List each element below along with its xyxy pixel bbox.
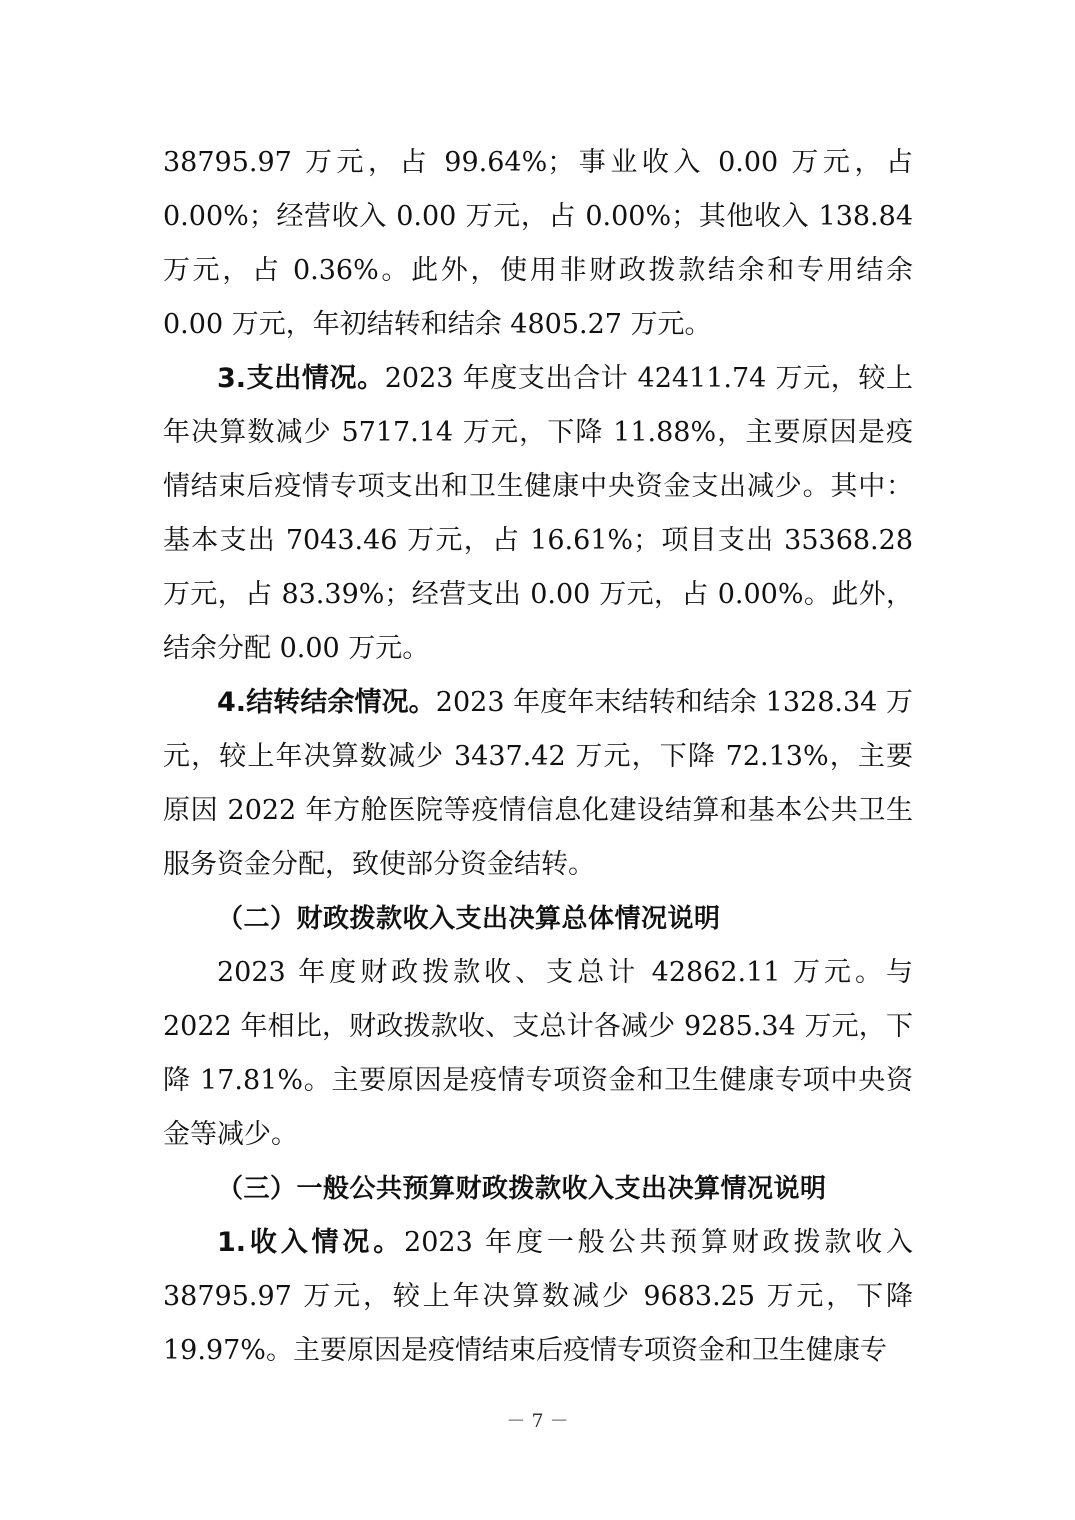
document-body bbox=[163, 136, 913, 1378]
paragraph-text: 2023 年度一般公共预算财政拨款收入 38795.97 万元，较上年决算数减少 9683.25 万元，下降 19.97%。主要原因是疫情结束后疫情专项资金和卫生健康专 bbox=[163, 1227, 914, 1366]
paragraph-expenditure bbox=[163, 352, 913, 676]
section-heading-general-budget: （三）一般公共预算财政拨款收入支出决算情况说明 bbox=[217, 1174, 827, 1204]
paragraph-text: 2023 年度年末结转和结余 1328.34 万元，较上年决算数减少 3437.42 万元，下降 72.13%，主要原因 2022 年方舱医院等疫情信息化建设结算和基本公共卫生服务资金分配，致使部分资金结转。 bbox=[163, 687, 913, 880]
paragraph-text: 2023 年度支出合计 42411.74 万元，较上年决算数减少 5717.14 万元，下降 11.88%，主要原因是疫情结束后疫情专项支出和卫生健康中央资金支出减少。其中：基本支出 7043.46 万元，占 16.61%；项目支出 35368.28 万元，占 83.39%；经营支出 0.00 万元，占 0.00%。此外，结余分配 0.00 万元。 bbox=[163, 363, 913, 664]
section-lead-carryover: 4.结转结余情况。 bbox=[217, 687, 436, 718]
paragraph-income-continued bbox=[163, 136, 913, 352]
paragraph-text: 2023 年度财政拨款收、支总计 42862.11 万元。与 2022 年相比，财政拨款收、支总计各减少 9285.34 万元，下降 17.81%。主要原因是疫情专项资金和卫生健康专项中央资金等减少。 bbox=[163, 957, 913, 1150]
paragraph-carryover bbox=[163, 676, 913, 892]
paragraph-fiscal-overview bbox=[163, 946, 913, 1162]
section-lead-income: 1.收入情况。 bbox=[217, 1227, 405, 1258]
paragraph-general-budget-income bbox=[163, 1216, 913, 1378]
paragraph-text: 38795.97 万元，占 99.64%；事业收入 0.00 万元，占 0.00%；经营收入 0.00 万元，占 0.00%；其他收入 138.84 万元，占 0.36%。此外，使用非财政拨款结余和专用结余 0.00 万元，年初结转和结余 4805.27 万元。 bbox=[163, 147, 913, 340]
section-heading-fiscal-overview: （二）财政拨款收入支出决算总体情况说明 bbox=[217, 904, 721, 934]
page-number: － 7 － bbox=[506, 1410, 569, 1432]
section-lead-expenditure: 3.支出情况。 bbox=[217, 363, 385, 394]
